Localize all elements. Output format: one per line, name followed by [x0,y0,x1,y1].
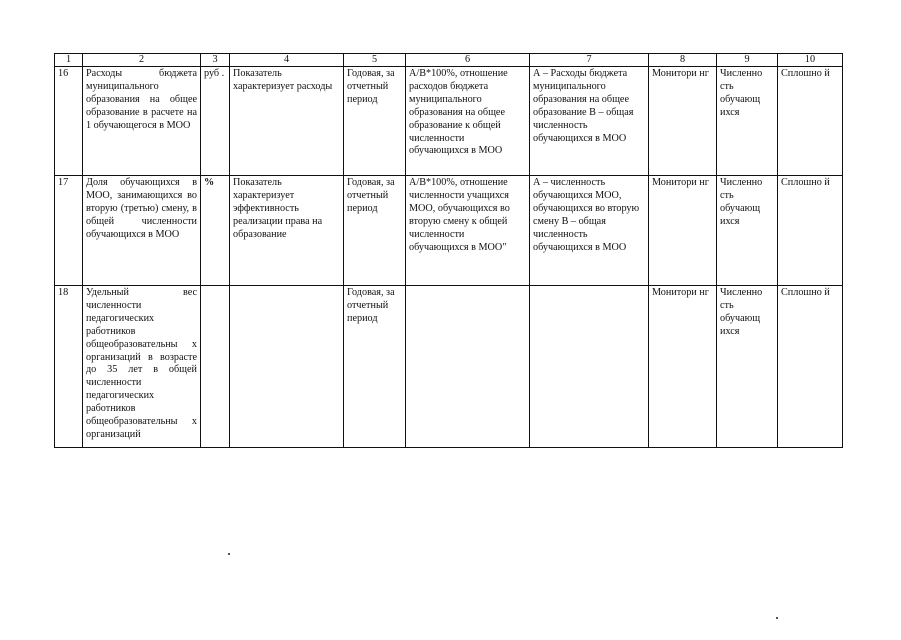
collection-method: Монитори нг [649,176,717,286]
indicator-characteristic: Показатель характеризует расходы [230,67,344,176]
observation-unit: Численно сть обучающ ихся [717,176,778,286]
header-col-8: 8 [649,54,717,67]
periodicity: Годовая, за отчетный период [344,67,406,176]
header-col-3: 3 [201,54,230,67]
table-header [55,54,843,67]
row-number: 17 [55,176,83,286]
unit-of-measure [201,286,230,448]
observation-unit: Численно сть обучающ ихся [717,67,778,176]
indicator-name: Удельный вес численности педагогических работников общеобразовательны х организаций в возрасте до 35 лет в общей численности педагогических работников общеобразовательны х организаций [83,286,201,448]
formula-definitions: А – численность обучающихся МОО, обучающихся во вторую смену В – общая численность обучающихся в МОО [530,176,649,286]
header-col-5: 5 [344,54,406,67]
indicator-name: Доля обучающихся в МОО, занимающихся во вторую (третью) смену, в общей численности обучающихся в МОО [83,176,201,286]
periodicity: Годовая, за отчетный период [344,176,406,286]
header-col-7: 7 [530,54,649,67]
coverage: Сплошно й [778,67,843,176]
indicators-table [54,53,843,448]
formula: A/B*100%, отношение расходов бюджета муниципального образования на общее образование к общей численности обучающихся в МОО [406,67,530,176]
formula: A/B*100%, отношение численности учащихся МОО, обучающихся во вторую смену к общей численности обучающихся в МОО" [406,176,530,286]
header-col-2: 2 [83,54,201,67]
header-col-4: 4 [230,54,344,67]
coverage: Сплошно й [778,176,843,286]
formula [406,286,530,448]
header-col-1: 1 [55,54,83,67]
indicator-name: Расходы бюджета муниципального образования на общее образование в расчете на 1 обучающегося в МОО [83,67,201,176]
table-body [55,67,843,448]
table-row [55,286,843,448]
formula-definitions: А – Расходы бюджета муниципального образования на общее образование В – общая численность обучающихся в МОО [530,67,649,176]
row-number: 16 [55,67,83,176]
header-col-10: 10 [778,54,843,67]
observation-unit: Численно сть обучающ ихся [717,286,778,448]
indicator-characteristic [230,286,344,448]
collection-method: Монитори нг [649,67,717,176]
header-col-6: 6 [406,54,530,67]
periodicity: Годовая, за отчетный период [344,286,406,448]
table-row [55,176,843,286]
row-number: 18 [55,286,83,448]
header-row [55,54,843,67]
scan-speck [776,617,778,619]
collection-method: Монитори нг [649,286,717,448]
coverage: Сплошно й [778,286,843,448]
formula-definitions [530,286,649,448]
unit-of-measure: руб . [201,67,230,176]
header-col-9: 9 [717,54,778,67]
indicator-characteristic: Показатель характеризует эффективность реализации права на образование [230,176,344,286]
scan-speck [228,553,230,555]
table-row [55,67,843,176]
unit-of-measure: % [201,176,230,286]
